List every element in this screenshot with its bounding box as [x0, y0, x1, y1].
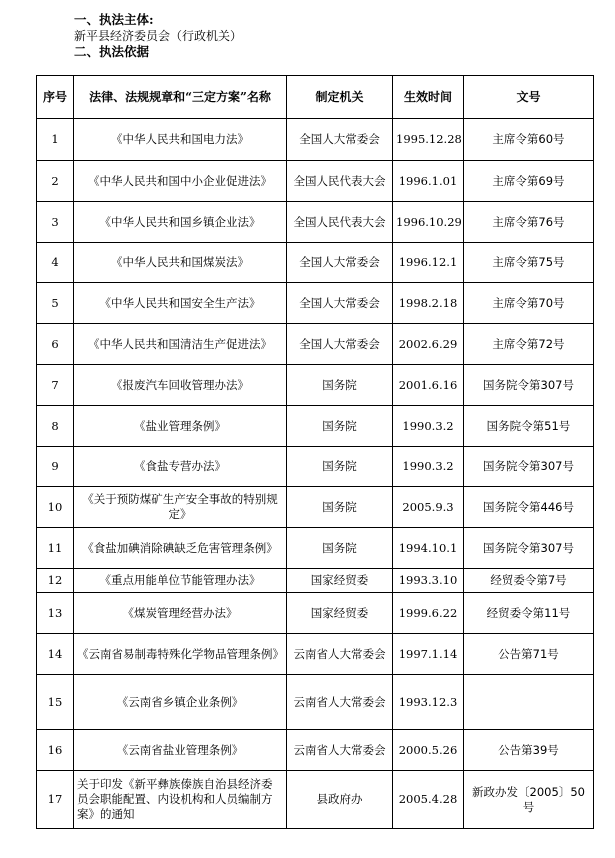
cell-name: 《中华人民共和国安全生产法》	[74, 283, 287, 324]
cell-issuer: 国务院	[287, 365, 393, 406]
cell-name: 《云南省盐业管理条例》	[74, 730, 287, 771]
cell-effective-date: 1999.6.22	[393, 593, 464, 634]
table-row	[37, 119, 594, 161]
cell-effective-date: 1997.1.14	[393, 634, 464, 675]
header-document-number: 文号	[464, 76, 594, 119]
cell-serial: 4	[37, 243, 74, 283]
cell-document-number: 公告第39号	[464, 730, 594, 771]
cell-issuer: 国务院	[287, 487, 393, 528]
table-row	[37, 730, 594, 771]
table-row	[37, 487, 594, 528]
cell-issuer: 全国人大常委会	[287, 283, 393, 324]
table-header-row	[37, 76, 594, 119]
cell-issuer: 全国人大常委会	[287, 243, 393, 283]
cell-name: 《云南省易制毒特殊化学物品管理条例》	[74, 634, 287, 675]
cell-serial: 17	[37, 771, 74, 829]
header-name: 法律、法规规章和“三定方案”名称	[74, 76, 287, 119]
cell-issuer: 全国人民代表大会	[287, 202, 393, 243]
cell-effective-date: 1996.1.01	[393, 161, 464, 202]
cell-effective-date: 1990.3.2	[393, 447, 464, 487]
cell-serial: 3	[37, 202, 74, 243]
cell-serial: 5	[37, 283, 74, 324]
table-row	[37, 406, 594, 447]
cell-issuer: 国务院	[287, 528, 393, 569]
cell-issuer: 县政府办	[287, 771, 393, 829]
cell-name: 《中华人民共和国乡镇企业法》	[74, 202, 287, 243]
table-row	[37, 324, 594, 365]
cell-effective-date: 2005.4.28	[393, 771, 464, 829]
cell-name: 《中华人民共和国清洁生产促进法》	[74, 324, 287, 365]
cell-name: 《中华人民共和国电力法》	[74, 119, 287, 161]
header-effective-date: 生效时间	[393, 76, 464, 119]
cell-effective-date: 1994.10.1	[393, 528, 464, 569]
agency-name: 新平县经济委员会（行政机关）	[74, 29, 243, 43]
cell-name: 《食盐专营办法》	[74, 447, 287, 487]
cell-serial: 1	[37, 119, 74, 161]
cell-effective-date: 1998.2.18	[393, 283, 464, 324]
cell-effective-date: 2005.9.3	[393, 487, 464, 528]
table-row	[37, 202, 594, 243]
cell-serial: 7	[37, 365, 74, 406]
cell-issuer: 全国人民代表大会	[287, 161, 393, 202]
cell-issuer: 国家经贸委	[287, 569, 393, 593]
table-row	[37, 161, 594, 202]
table-row	[37, 675, 594, 730]
table-row	[37, 243, 594, 283]
section-heading-enforcement-subject: 一、执法主体:	[74, 12, 154, 27]
cell-effective-date: 1995.12.28	[393, 119, 464, 161]
cell-name: 关于印发《新平彝族傣族自治县经济委员会职能配置、内设机构和人员编制方案》的通知	[74, 771, 287, 829]
table-row	[37, 634, 594, 675]
cell-issuer: 云南省人大常委会	[287, 730, 393, 771]
table-row	[37, 447, 594, 487]
cell-serial: 12	[37, 569, 74, 593]
cell-effective-date: 1990.3.2	[393, 406, 464, 447]
cell-serial: 13	[37, 593, 74, 634]
cell-issuer: 云南省人大常委会	[287, 675, 393, 730]
cell-document-number: 主席令第76号	[464, 202, 594, 243]
cell-effective-date: 1993.12.3	[393, 675, 464, 730]
cell-name: 《重点用能单位节能管理办法》	[74, 569, 287, 593]
table-row	[37, 528, 594, 569]
cell-issuer: 国务院	[287, 406, 393, 447]
cell-document-number: 国务院令第307号	[464, 365, 594, 406]
cell-serial: 15	[37, 675, 74, 730]
cell-serial: 6	[37, 324, 74, 365]
cell-name: 《中华人民共和国中小企业促进法》	[74, 161, 287, 202]
cell-serial: 9	[37, 447, 74, 487]
cell-document-number: 国务院令第307号	[464, 447, 594, 487]
document-header	[74, 12, 242, 60]
cell-name: 《云南省乡镇企业条例》	[74, 675, 287, 730]
cell-effective-date: 2002.6.29	[393, 324, 464, 365]
cell-serial: 8	[37, 406, 74, 447]
cell-serial: 14	[37, 634, 74, 675]
cell-issuer: 国家经贸委	[287, 593, 393, 634]
cell-serial: 11	[37, 528, 74, 569]
cell-document-number: 经贸委令第11号	[464, 593, 594, 634]
cell-issuer: 云南省人大常委会	[287, 634, 393, 675]
cell-issuer: 全国人大常委会	[287, 324, 393, 365]
cell-name: 《食盐加碘消除碘缺乏危害管理条例》	[74, 528, 287, 569]
cell-name: 《煤炭管理经营办法》	[74, 593, 287, 634]
cell-serial: 16	[37, 730, 74, 771]
cell-document-number: 主席令第69号	[464, 161, 594, 202]
section-heading-enforcement-basis: 二、执法依据	[74, 44, 150, 59]
cell-document-number: 国务院令第307号	[464, 528, 594, 569]
cell-name: 《关于预防煤矿生产安全事故的特别规定》	[74, 487, 287, 528]
cell-effective-date: 2001.6.16	[393, 365, 464, 406]
cell-effective-date: 1996.10.29	[393, 202, 464, 243]
cell-document-number	[464, 675, 594, 730]
table-row	[37, 569, 594, 593]
cell-issuer: 全国人大常委会	[287, 119, 393, 161]
table-row	[37, 771, 594, 829]
legal-basis-table	[36, 75, 594, 829]
table-row	[37, 365, 594, 406]
cell-document-number: 公告第71号	[464, 634, 594, 675]
cell-document-number: 主席令第60号	[464, 119, 594, 161]
cell-name: 《中华人民共和国煤炭法》	[74, 243, 287, 283]
cell-document-number: 主席令第70号	[464, 283, 594, 324]
cell-document-number: 经贸委令第7号	[464, 569, 594, 593]
cell-document-number: 新政办发〔2005〕50号	[464, 771, 594, 829]
cell-document-number: 国务院令第51号	[464, 406, 594, 447]
table-body	[37, 119, 594, 829]
header-serial: 序号	[37, 76, 74, 119]
cell-issuer: 国务院	[287, 447, 393, 487]
table-row	[37, 283, 594, 324]
cell-serial: 2	[37, 161, 74, 202]
cell-effective-date: 2000.5.26	[393, 730, 464, 771]
header-issuer: 制定机关	[287, 76, 393, 119]
table-row	[37, 593, 594, 634]
cell-document-number: 主席令第72号	[464, 324, 594, 365]
cell-name: 《报废汽车回收管理办法》	[74, 365, 287, 406]
cell-effective-date: 1993.3.10	[393, 569, 464, 593]
cell-name: 《盐业管理条例》	[74, 406, 287, 447]
cell-serial: 10	[37, 487, 74, 528]
cell-document-number: 主席令第75号	[464, 243, 594, 283]
cell-document-number: 国务院令第446号	[464, 487, 594, 528]
cell-effective-date: 1996.12.1	[393, 243, 464, 283]
